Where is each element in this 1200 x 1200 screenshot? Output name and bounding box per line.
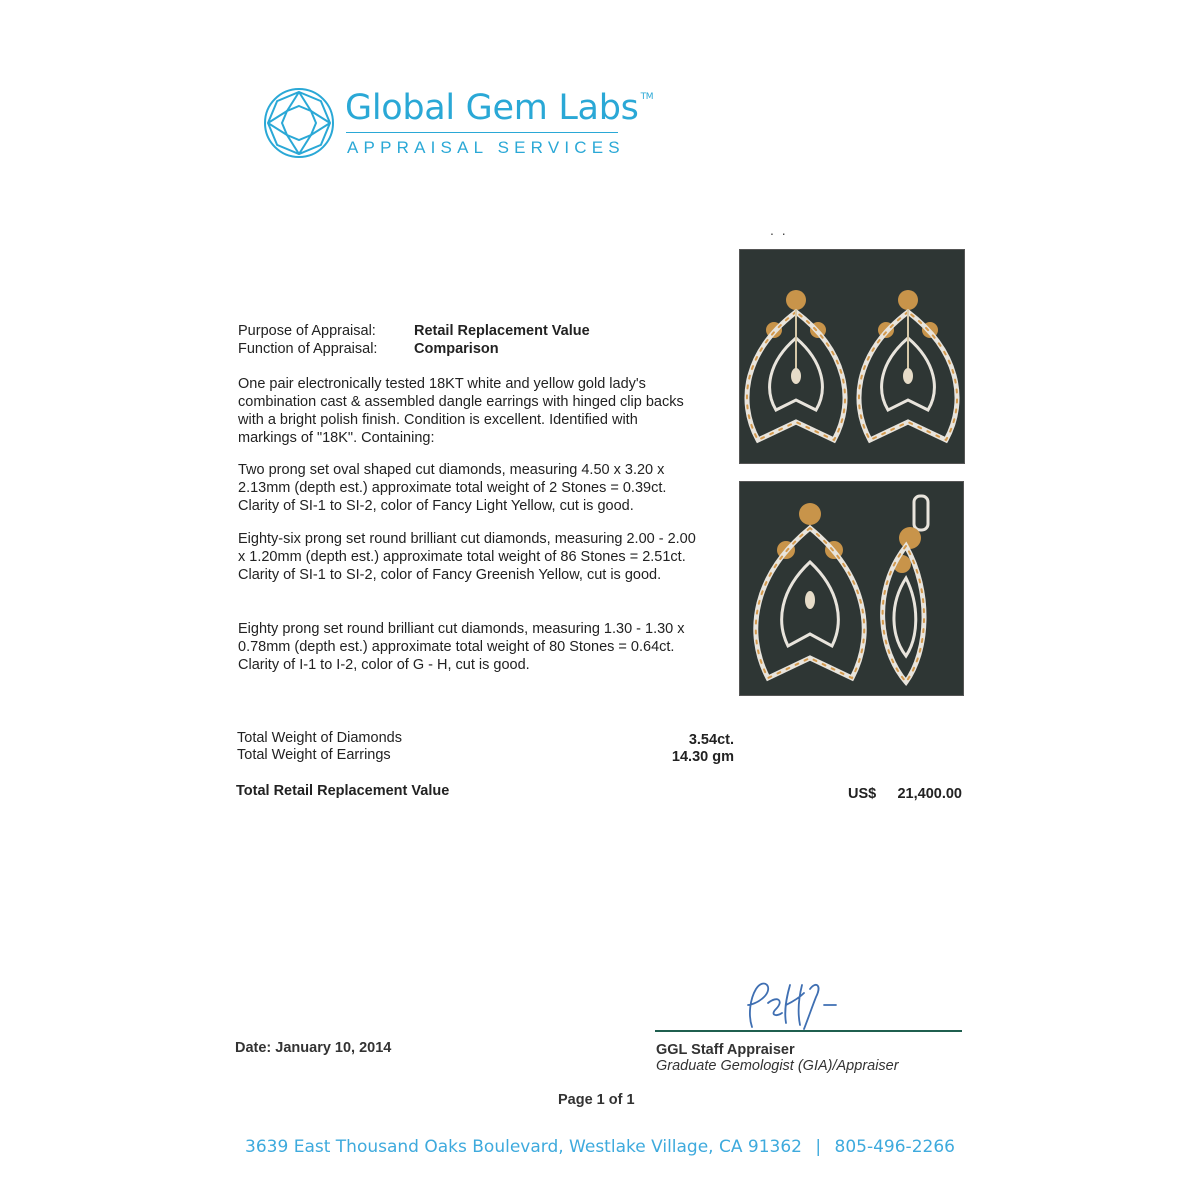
earrings-photo-side — [739, 481, 964, 696]
page-number: Page 1 of 1 — [558, 1092, 635, 1108]
gem-logo-icon — [262, 86, 336, 160]
footer-separator: | — [815, 1137, 822, 1157]
appraiser-name: GGL Staff Appraiser — [656, 1042, 795, 1058]
earrings-weight-value: 14.30 gm — [671, 749, 734, 765]
appraiser-signature — [720, 975, 850, 1035]
footer-contact — [0, 1137, 1200, 1157]
earrings-front-image — [740, 250, 964, 463]
description-paragraph: One pair electronically tested 18KT white and yellow gold lady's combination cast & assembled dangle earrings with hinged clip backs with a bright polish finish. Condition is excellent. Identified with markings of "18K". Containing: — [238, 376, 684, 446]
earrings-weight-label: Total Weight of Earrings — [237, 747, 391, 763]
stones-round-paragraph: Eighty prong set round brilliant cut diamonds, measuring 1.30 - 1.30 x 0.78mm (depth est.) approximate total weight of 80 Stones = 0.64ct. Clarity of I-1 to I-2, color of G - H, cut is good. — [238, 621, 685, 673]
diamonds-weight-value: 3.54ct. — [688, 732, 734, 748]
brand-divider — [346, 132, 618, 133]
brand-name — [345, 88, 653, 128]
stones-greenish-paragraph: Eighty-six prong set round brilliant cut diamonds, measuring 2.00 - 2.00 x 1.20mm (depth est.) approximate total weight of 86 Stones = 2.51ct. Clarity of SI-1 to SI-2, color of Fancy Greenish Yellow, cut is good. — [238, 531, 696, 583]
purpose-value: Retail Replacement Value — [414, 323, 590, 339]
retail-value-amount: 21,400.00 — [897, 786, 962, 802]
appraisal-date: Date: January 10, 2014 — [235, 1040, 392, 1056]
stones-oval-paragraph: Two prong set oval shaped cut diamonds, measuring 4.50 x 3.20 x 2.13mm (depth est.) approximate total weight of 2 Stones = 0.39ct. Clarity of SI-1 to SI-2, color of Fancy Light Yellow, cut is good. — [238, 462, 667, 514]
purpose-label: Purpose of Appraisal: — [238, 323, 376, 339]
signature-line — [655, 1030, 962, 1032]
function-value: Comparison — [414, 341, 499, 357]
appraiser-title: Graduate Gemologist (GIA)/Appraiser — [656, 1058, 899, 1074]
header-dots: . . — [770, 222, 788, 238]
brand-name-text: Global Gem Labs — [345, 88, 639, 128]
function-label: Function of Appraisal: — [238, 341, 378, 357]
earrings-photo-front — [739, 249, 965, 464]
earrings-side-image — [740, 482, 963, 695]
trademark-mark: TM — [640, 92, 654, 102]
brand-subtitle: APPRAISAL SERVICES — [347, 138, 625, 157]
currency-label: US$ — [848, 786, 877, 802]
footer-phone: 805-496-2266 — [834, 1137, 955, 1157]
diamonds-weight-label: Total Weight of Diamonds — [237, 730, 402, 746]
retail-value-label: Total Retail Replacement Value — [236, 783, 450, 799]
footer-address: 3639 East Thousand Oaks Boulevard, Westlake Village, CA 91362 — [245, 1137, 802, 1157]
